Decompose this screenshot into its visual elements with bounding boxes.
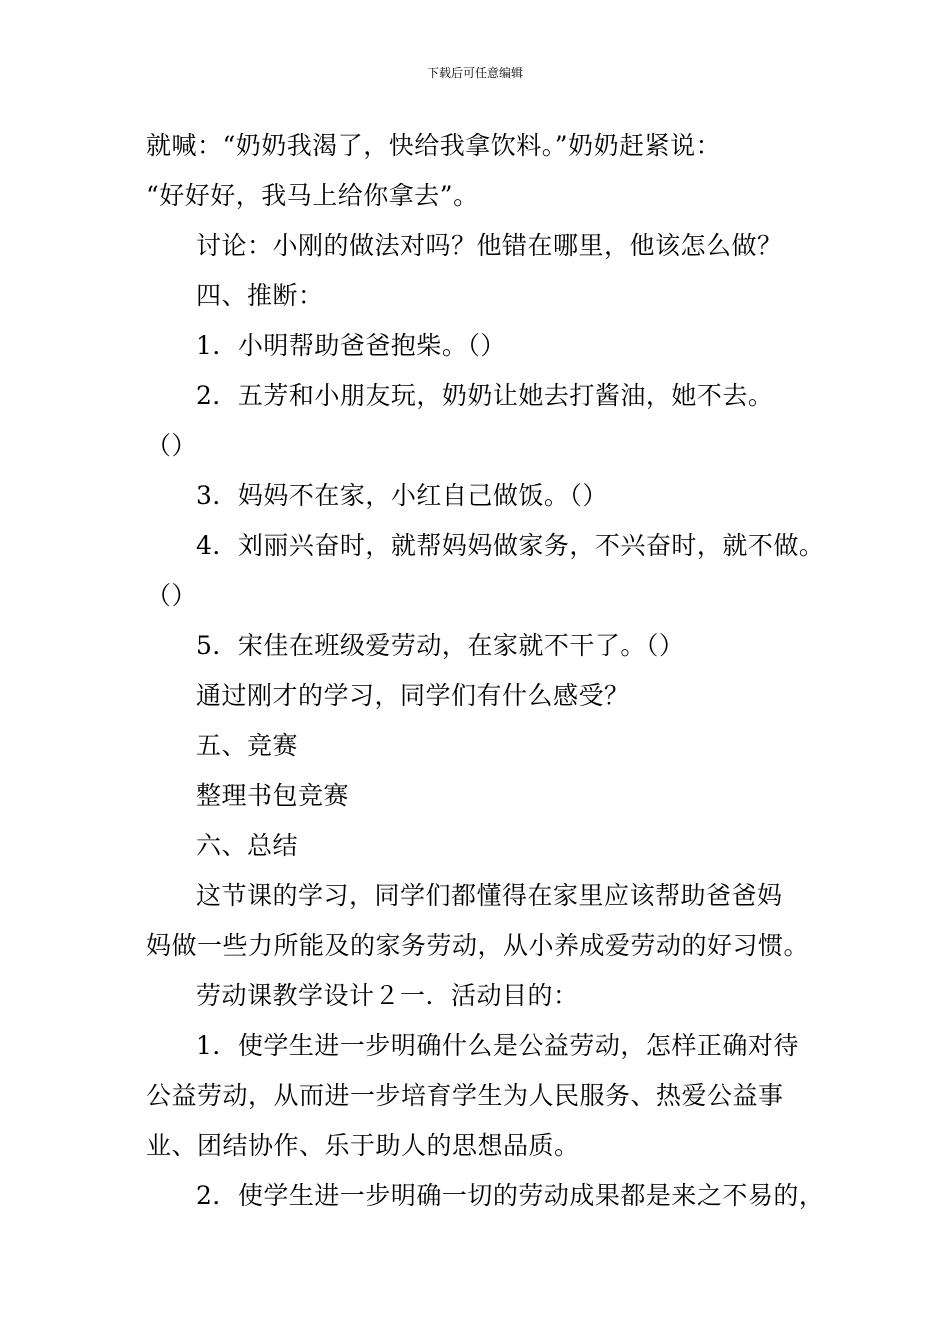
text-line: “好好好，我马上给你拿去”。 — [146, 181, 479, 210]
text-line: 劳动课教学设计２一．活动目的： — [196, 981, 579, 1010]
text-line: 2．五芳和小朋友玩，奶奶让她去打酱油，她不去。 — [196, 381, 774, 410]
text-line: 1．使学生进一步明确什么是公益劳动，怎样正确对待 — [196, 1031, 799, 1060]
text-line: 业、团结协作、乐于助人的思想品质。 — [146, 1131, 580, 1160]
text-line: 这节课的学习，同学们都懂得在家里应该帮助爸爸妈 — [196, 881, 783, 910]
text-line: 整理书包竞赛 — [196, 781, 350, 810]
text-line: 4．刘丽兴奋时，就帮妈妈做家务，不兴奋时，就不做。 — [196, 531, 825, 560]
text-line: 妈做一些力所能及的家务劳动，从小养成爱劳动的好习惯。 — [146, 931, 810, 960]
text-line: 5．宋佳在班级爱劳动，在家就不干了。（） — [196, 631, 685, 660]
text-line: 五、竞赛 — [196, 731, 299, 760]
page-header: 下载后可任意编辑 — [426, 66, 523, 80]
text-line: 3．妈妈不在家，小红自己做饭。（） — [196, 481, 608, 510]
text-line: 就喊：“奶奶我渴了，快给我拿饮料。”奶奶赶紧说： — [146, 131, 722, 160]
text-line: 2．使学生进一步明确一切的劳动成果都是来之不易的， — [196, 1181, 825, 1210]
text-line: （） — [146, 431, 198, 460]
text-line: 四、推断： — [196, 281, 324, 310]
text-line: 六、总结 — [196, 831, 299, 860]
text-line: 通过刚才的学习，同学们有什么感受？ — [196, 681, 630, 710]
text-line: 公益劳动，从而进一步培育学生为人民服务、热爱公益事 — [146, 1081, 784, 1110]
text-line: （） — [146, 581, 198, 610]
text-line: 讨论：小刚的做法对吗？他错在哪里，他该怎么做？ — [196, 231, 783, 260]
text-line: 1．小明帮助爸爸抱柴。（） — [196, 331, 506, 360]
